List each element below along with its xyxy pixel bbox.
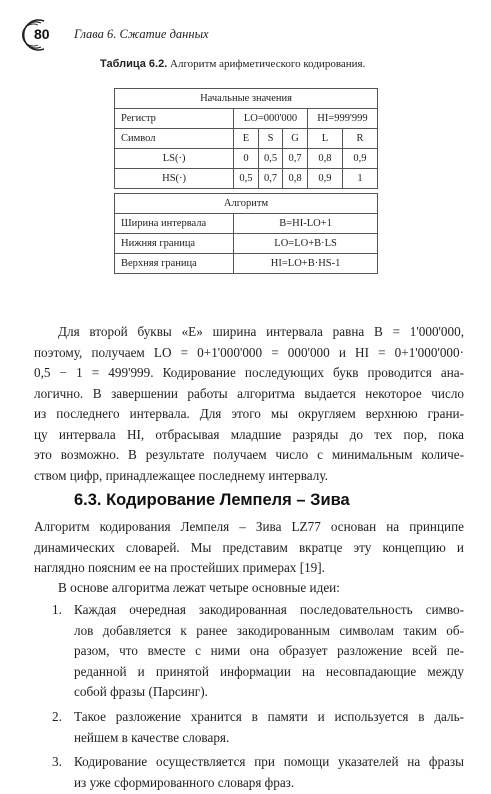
ls-cell: 0 xyxy=(234,149,259,169)
ls-cell: 0,7 xyxy=(283,149,308,169)
table-header-algorithm: Алгоритм xyxy=(115,194,378,214)
algorithm-row-label: Верхняя граница xyxy=(115,254,234,274)
section-heading: 6.3. Кодирование Лемпеля – Зива xyxy=(74,491,350,509)
table-caption-label: Таблица 6.2. xyxy=(100,58,168,70)
text-line: Алгоритм кодирования Лемпеля – Зива LZ77 основан на принципе xyxy=(34,519,464,534)
ls-cell: 0,5 xyxy=(258,149,283,169)
hs-cell: 0,9 xyxy=(307,169,342,189)
text-line: нейшем в качестве словаря. xyxy=(74,729,230,745)
symbol-label: Символ xyxy=(115,129,234,149)
text-line: ством цифр, принадлежащее последнему интервалу. xyxy=(34,467,328,483)
algorithm-row-formula: LO=LO+B·LS xyxy=(234,234,378,254)
algorithm-row-formula: B=HI-LO+1 xyxy=(234,214,378,234)
algorithm-row-formula: HI=LO+B·HS-1 xyxy=(234,254,378,274)
list-item xyxy=(34,600,464,705)
table-caption-text: Алгоритм арифметического кодирования. xyxy=(170,58,366,70)
running-head: Глава 6. Сжатие данных xyxy=(74,27,209,41)
page-number: 80 xyxy=(34,26,50,42)
register-lo: LO=000'000 xyxy=(234,109,308,129)
text-line: Кодирование осуществляется при помощи указателей на фразы xyxy=(74,754,464,769)
list-item xyxy=(34,752,464,794)
hs-cell: 0,8 xyxy=(283,169,308,189)
symbol-cell: L xyxy=(307,129,342,149)
text-line: цу интервала HI, отбрасывая младшие разряды до тех пор, пока xyxy=(34,426,464,442)
algorithm-row-label: Ширина интервала xyxy=(115,214,234,234)
text-line: Такое разложение хранится в памяти и используется в даль- xyxy=(74,709,464,724)
text-line: разом, что вместе с ними она образует разложение всей пе- xyxy=(74,643,464,658)
text-line: реданной и принятой информации на несовпадающие между xyxy=(74,663,464,679)
register-hi: HI=999'999 xyxy=(307,109,377,129)
list-text xyxy=(74,752,464,793)
paragraph-lz77-intro xyxy=(34,517,464,579)
text-line: 0,5 − 1 = 499'999. Кодирование последующих букв проводится ана- xyxy=(34,365,464,380)
text-line: из уже сформированного словаря фраз. xyxy=(74,774,295,790)
text-line: динамических словарей. Мы представим вкратце эту концепцию и xyxy=(34,539,464,555)
text-line: собой фразы (Парсинг). xyxy=(74,684,208,699)
text-line: наглядно поясним ее на простейших примерах [19]. xyxy=(34,560,325,575)
ls-label: LS(·) xyxy=(115,149,234,169)
symbol-cell: E xyxy=(234,129,259,149)
arithmetic-coding-table xyxy=(114,88,378,274)
symbol-cell: S xyxy=(258,129,283,149)
text-line: из последнего интервала. Для этого мы округляем верхнюю грани- xyxy=(34,406,464,421)
hs-cell: 0,7 xyxy=(258,169,283,189)
ls-cell: 0,8 xyxy=(307,149,342,169)
text-line: поэтому, получаем LO = 0+1'000'000 = 000'000 и HI = 0+1'000'000· xyxy=(34,344,464,360)
ls-cell: 0,9 xyxy=(342,149,377,169)
hs-label: HS(·) xyxy=(115,169,234,189)
list-number: 2. xyxy=(52,709,62,724)
symbol-cell: R xyxy=(342,129,377,149)
list-number: 3. xyxy=(52,754,62,769)
text-line: это возможно. В результате получаем число с минимальным количе- xyxy=(34,447,464,462)
text-line: Для второй буквы «E» ширина интервала равна B = 1'000'000, xyxy=(58,324,464,339)
list-item xyxy=(34,707,464,749)
list-number: 1. xyxy=(52,602,62,617)
register-label: Регистр xyxy=(115,109,234,129)
paragraph-ideas-intro xyxy=(34,578,464,599)
hs-cell: 1 xyxy=(342,169,377,189)
list-text xyxy=(74,707,464,748)
text-line: В основе алгоритма лежат четыре основные идеи: xyxy=(58,580,340,595)
paragraph-interval-explanation xyxy=(34,322,464,486)
table-caption xyxy=(100,58,430,70)
text-line: логично. В завершении работы алгоритма выдается некоторое число xyxy=(34,385,464,401)
table-header-initial: Начальные значения xyxy=(115,89,378,109)
hs-cell: 0,5 xyxy=(234,169,259,189)
symbol-cell: G xyxy=(283,129,308,149)
text-line: лов добавляется к ранее закодированным символам таким об- xyxy=(74,622,464,638)
text-line: Каждая очередная закодированная последовательность симво- xyxy=(74,602,464,617)
list-text xyxy=(74,600,464,703)
algorithm-row-label: Нижняя граница xyxy=(115,234,234,254)
